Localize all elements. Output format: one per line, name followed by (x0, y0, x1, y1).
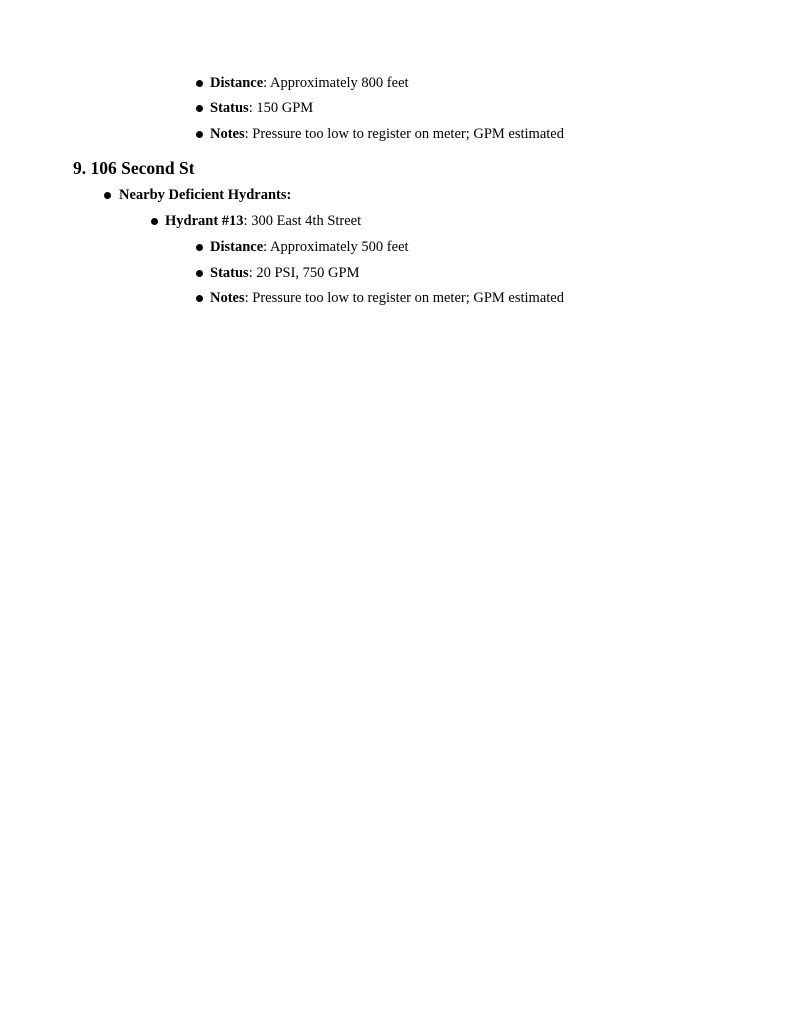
bullet-icon (196, 295, 203, 302)
bullet-icon (196, 244, 203, 251)
subheading-label: Nearby Deficient Hydrants: (119, 187, 292, 203)
bullet-icon (196, 131, 203, 138)
bullet-icon (196, 80, 203, 87)
detail-label: Notes (210, 126, 245, 142)
section-heading: 9. 106 Second St (73, 158, 195, 178)
detail-label: Status (210, 265, 249, 281)
bullet-icon (151, 218, 158, 225)
detail-value: : Pressure too low to register on meter; GPM estimated (244, 126, 564, 142)
detail-label: Distance (210, 75, 264, 91)
bullet-icon (196, 105, 203, 112)
detail-label: Status (210, 100, 249, 116)
bullet-icon (104, 192, 111, 199)
hydrant-address: : 300 East 4th Street (243, 213, 362, 229)
detail-label: Distance (210, 239, 264, 255)
detail-value: : Approximately 800 feet (263, 75, 409, 91)
hydrant-label: Hydrant #13 (165, 213, 244, 229)
detail-value: : Pressure too low to register on meter; GPM estimated (244, 290, 564, 306)
detail-label: Notes (210, 290, 245, 306)
bullet-icon (196, 270, 203, 277)
detail-value: : 150 GPM (248, 100, 314, 116)
detail-value: : 20 PSI, 750 GPM (248, 265, 360, 281)
detail-value: : Approximately 500 feet (263, 239, 409, 255)
